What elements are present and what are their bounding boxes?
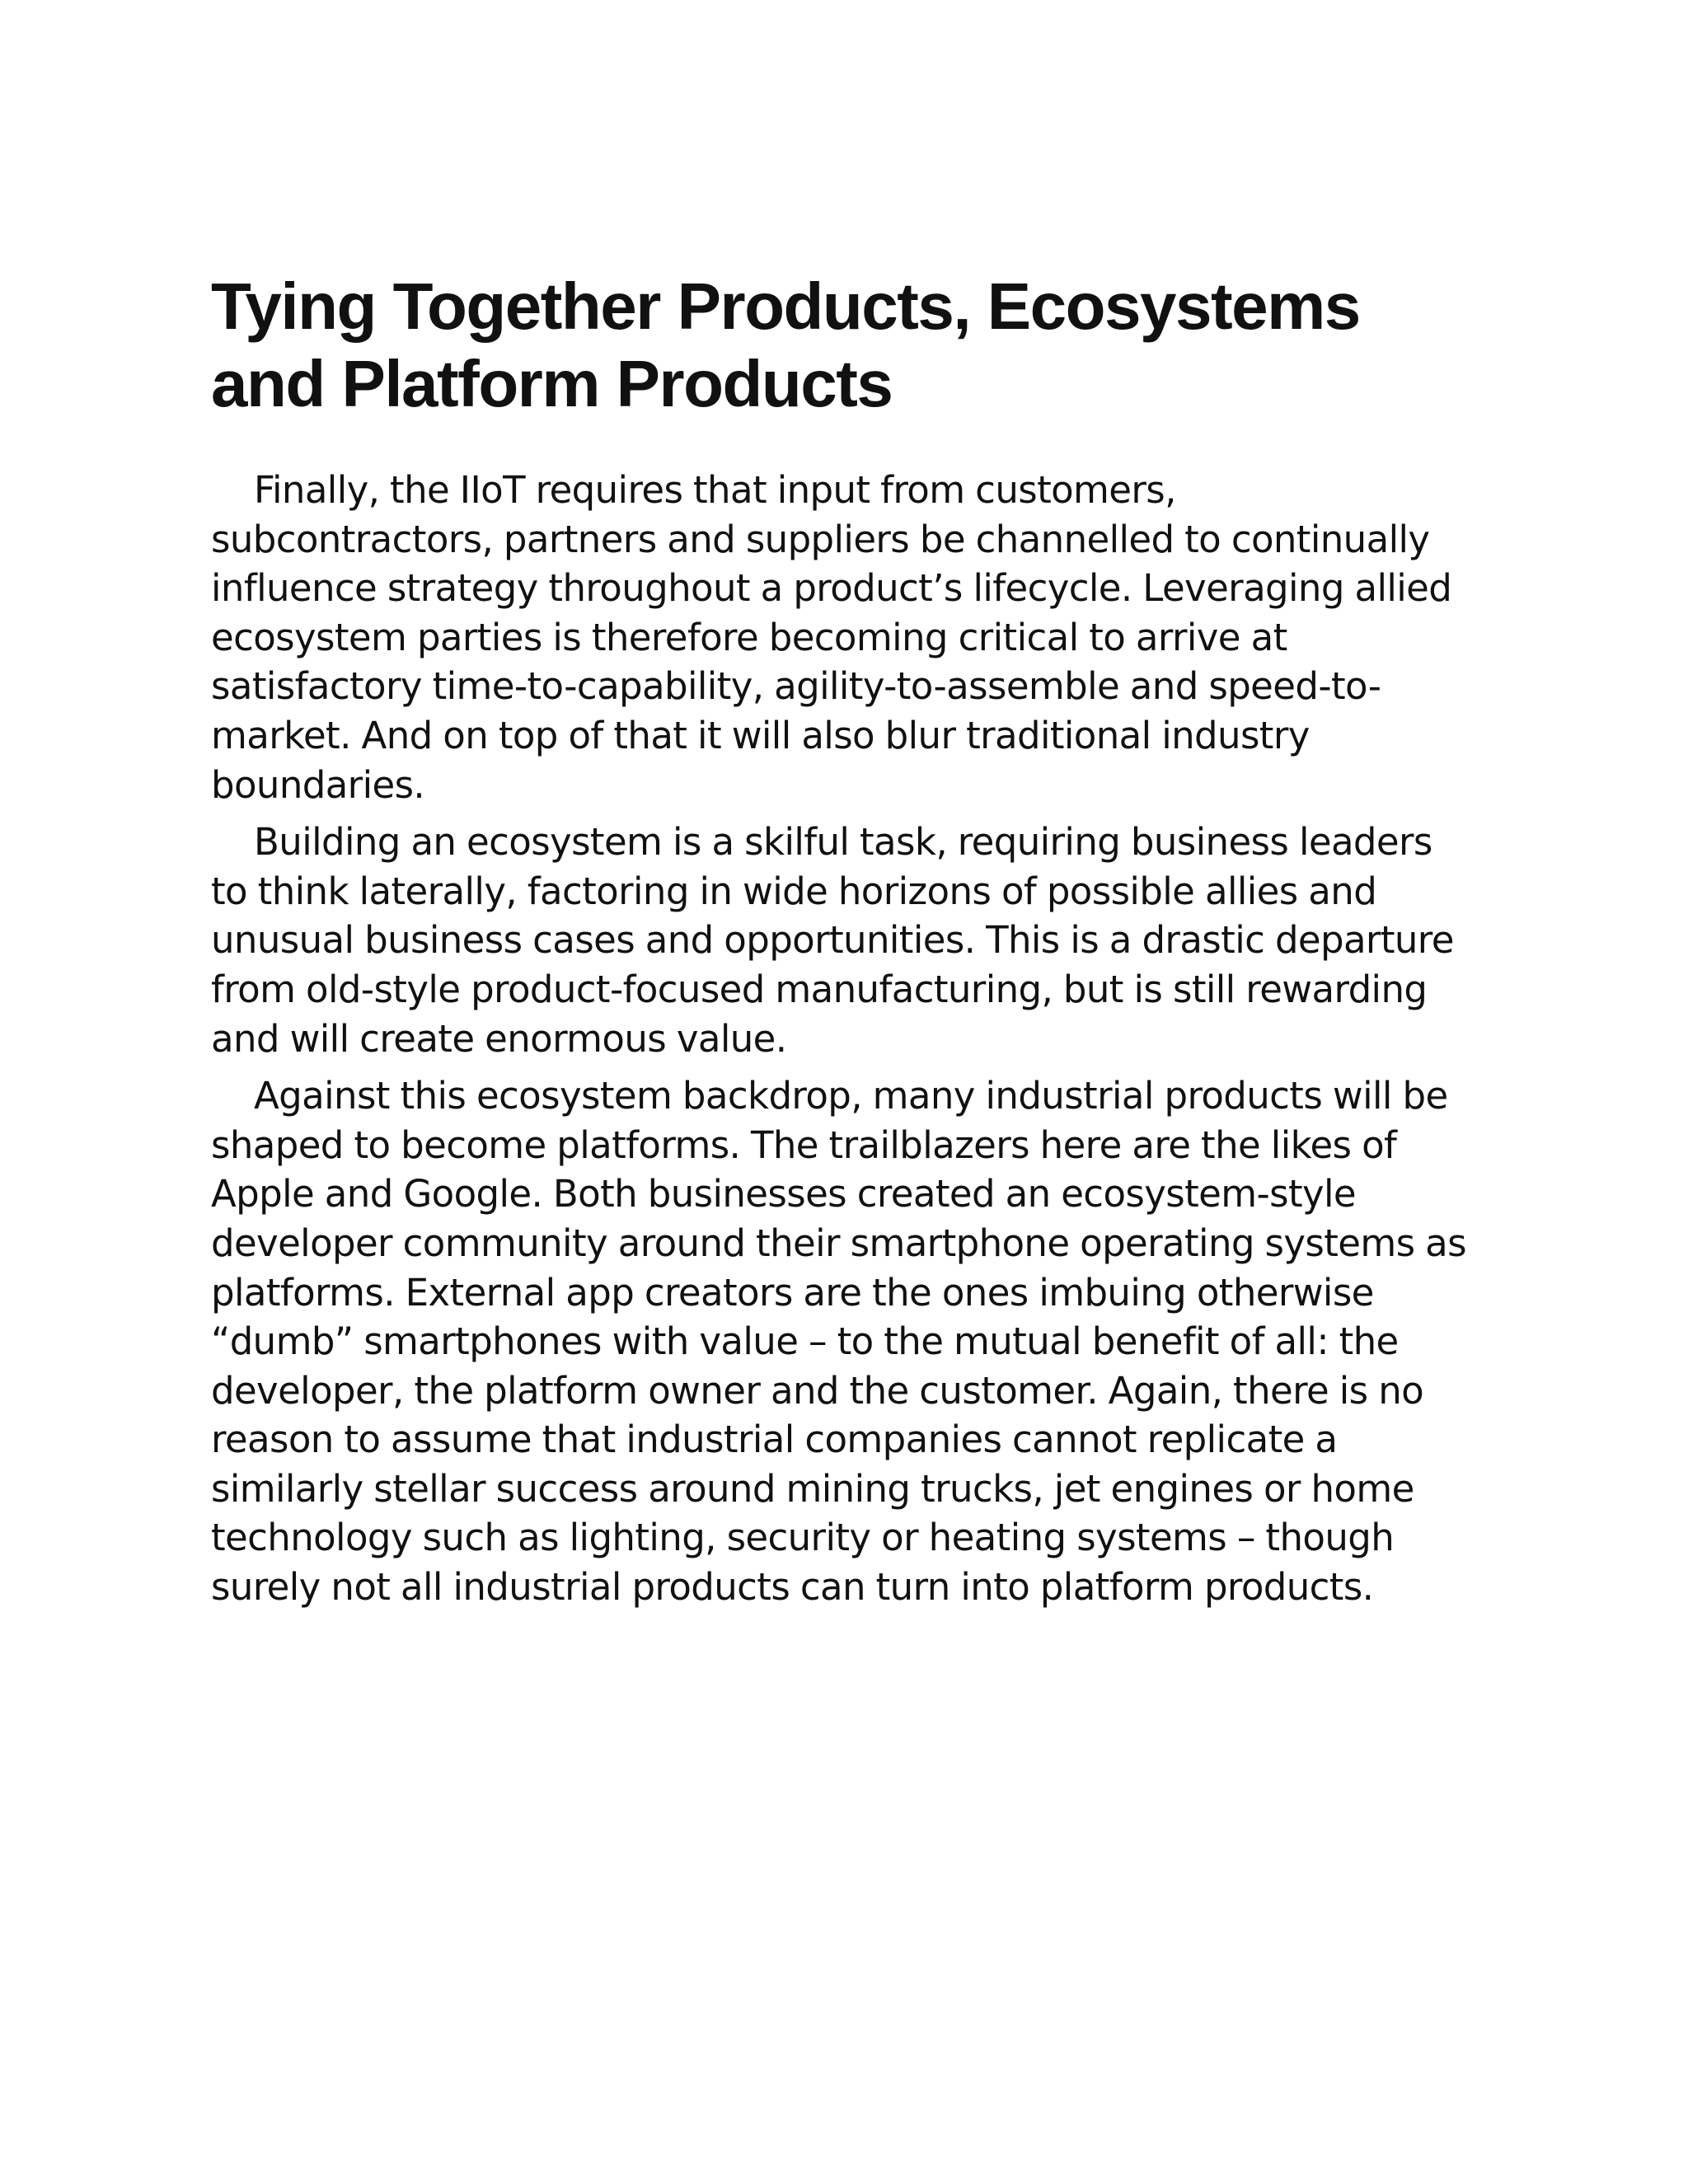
text-line: Against this ecosystem backdrop, many industrial products will be bbox=[254, 1074, 1448, 1118]
text-line: and will create enormous value. bbox=[211, 1016, 787, 1061]
text-line: shaped to become platforms. The trailblazers here are the likes of bbox=[211, 1122, 1397, 1167]
paragraph bbox=[211, 466, 1480, 809]
text-line: Finally, the IIoT requires that input from customers, bbox=[254, 468, 1176, 512]
text-line: boundaries. bbox=[211, 762, 425, 807]
text-line: market. And on top of that it will also blur traditional industry bbox=[211, 713, 1310, 757]
section-heading bbox=[211, 268, 1480, 423]
text-line: reason to assume that industrial companies cannot replicate a bbox=[211, 1418, 1338, 1462]
text-line: influence strategy throughout a product’s lifecycle. Leveraging allied bbox=[211, 566, 1452, 611]
text-line: satisfactory time-to-capability, agility-to-assemble and speed-to- bbox=[211, 664, 1381, 709]
heading-line: Tying Together Products, Ecosystems bbox=[211, 269, 1360, 343]
text-line: technology such as lighting, security or heating systems – though bbox=[211, 1516, 1395, 1560]
text-line: unusual business cases and opportunities. This is a drastic departure bbox=[211, 918, 1454, 963]
text-line: “dumb” smartphones with value – to the mutual benefit of all: the bbox=[211, 1319, 1399, 1364]
text-line: developer, the platform owner and the customer. Again, there is no bbox=[211, 1368, 1424, 1413]
body-text bbox=[211, 466, 1480, 1612]
text-line: from old-style product-focused manufacturing, but is still rewarding bbox=[211, 967, 1428, 1011]
text-line: platforms. External app creators are the ones imbuing otherwise bbox=[211, 1270, 1374, 1315]
paragraph bbox=[211, 1071, 1480, 1612]
text-line: similarly stellar success around mining trucks, jet engines or home bbox=[211, 1466, 1414, 1511]
text-line: to think laterally, factoring in wide horizons of possible allies and bbox=[211, 869, 1377, 913]
text-line: developer community around their smartphone operating systems as bbox=[211, 1221, 1466, 1265]
text-line: subcontractors, partners and suppliers be channelled to continually bbox=[211, 517, 1430, 561]
document-page bbox=[211, 268, 1480, 1620]
text-line: surely not all industrial products can turn into platform products. bbox=[211, 1565, 1374, 1610]
paragraph bbox=[211, 818, 1480, 1063]
text-line: Building an ecosystem is a skilful task, requiring business leaders bbox=[254, 820, 1432, 865]
text-line: Apple and Google. Both businesses created an ecosystem-style bbox=[211, 1172, 1357, 1216]
heading-line: and Platform Products bbox=[211, 347, 893, 420]
text-line: ecosystem parties is therefore becoming critical to arrive at bbox=[211, 615, 1287, 659]
